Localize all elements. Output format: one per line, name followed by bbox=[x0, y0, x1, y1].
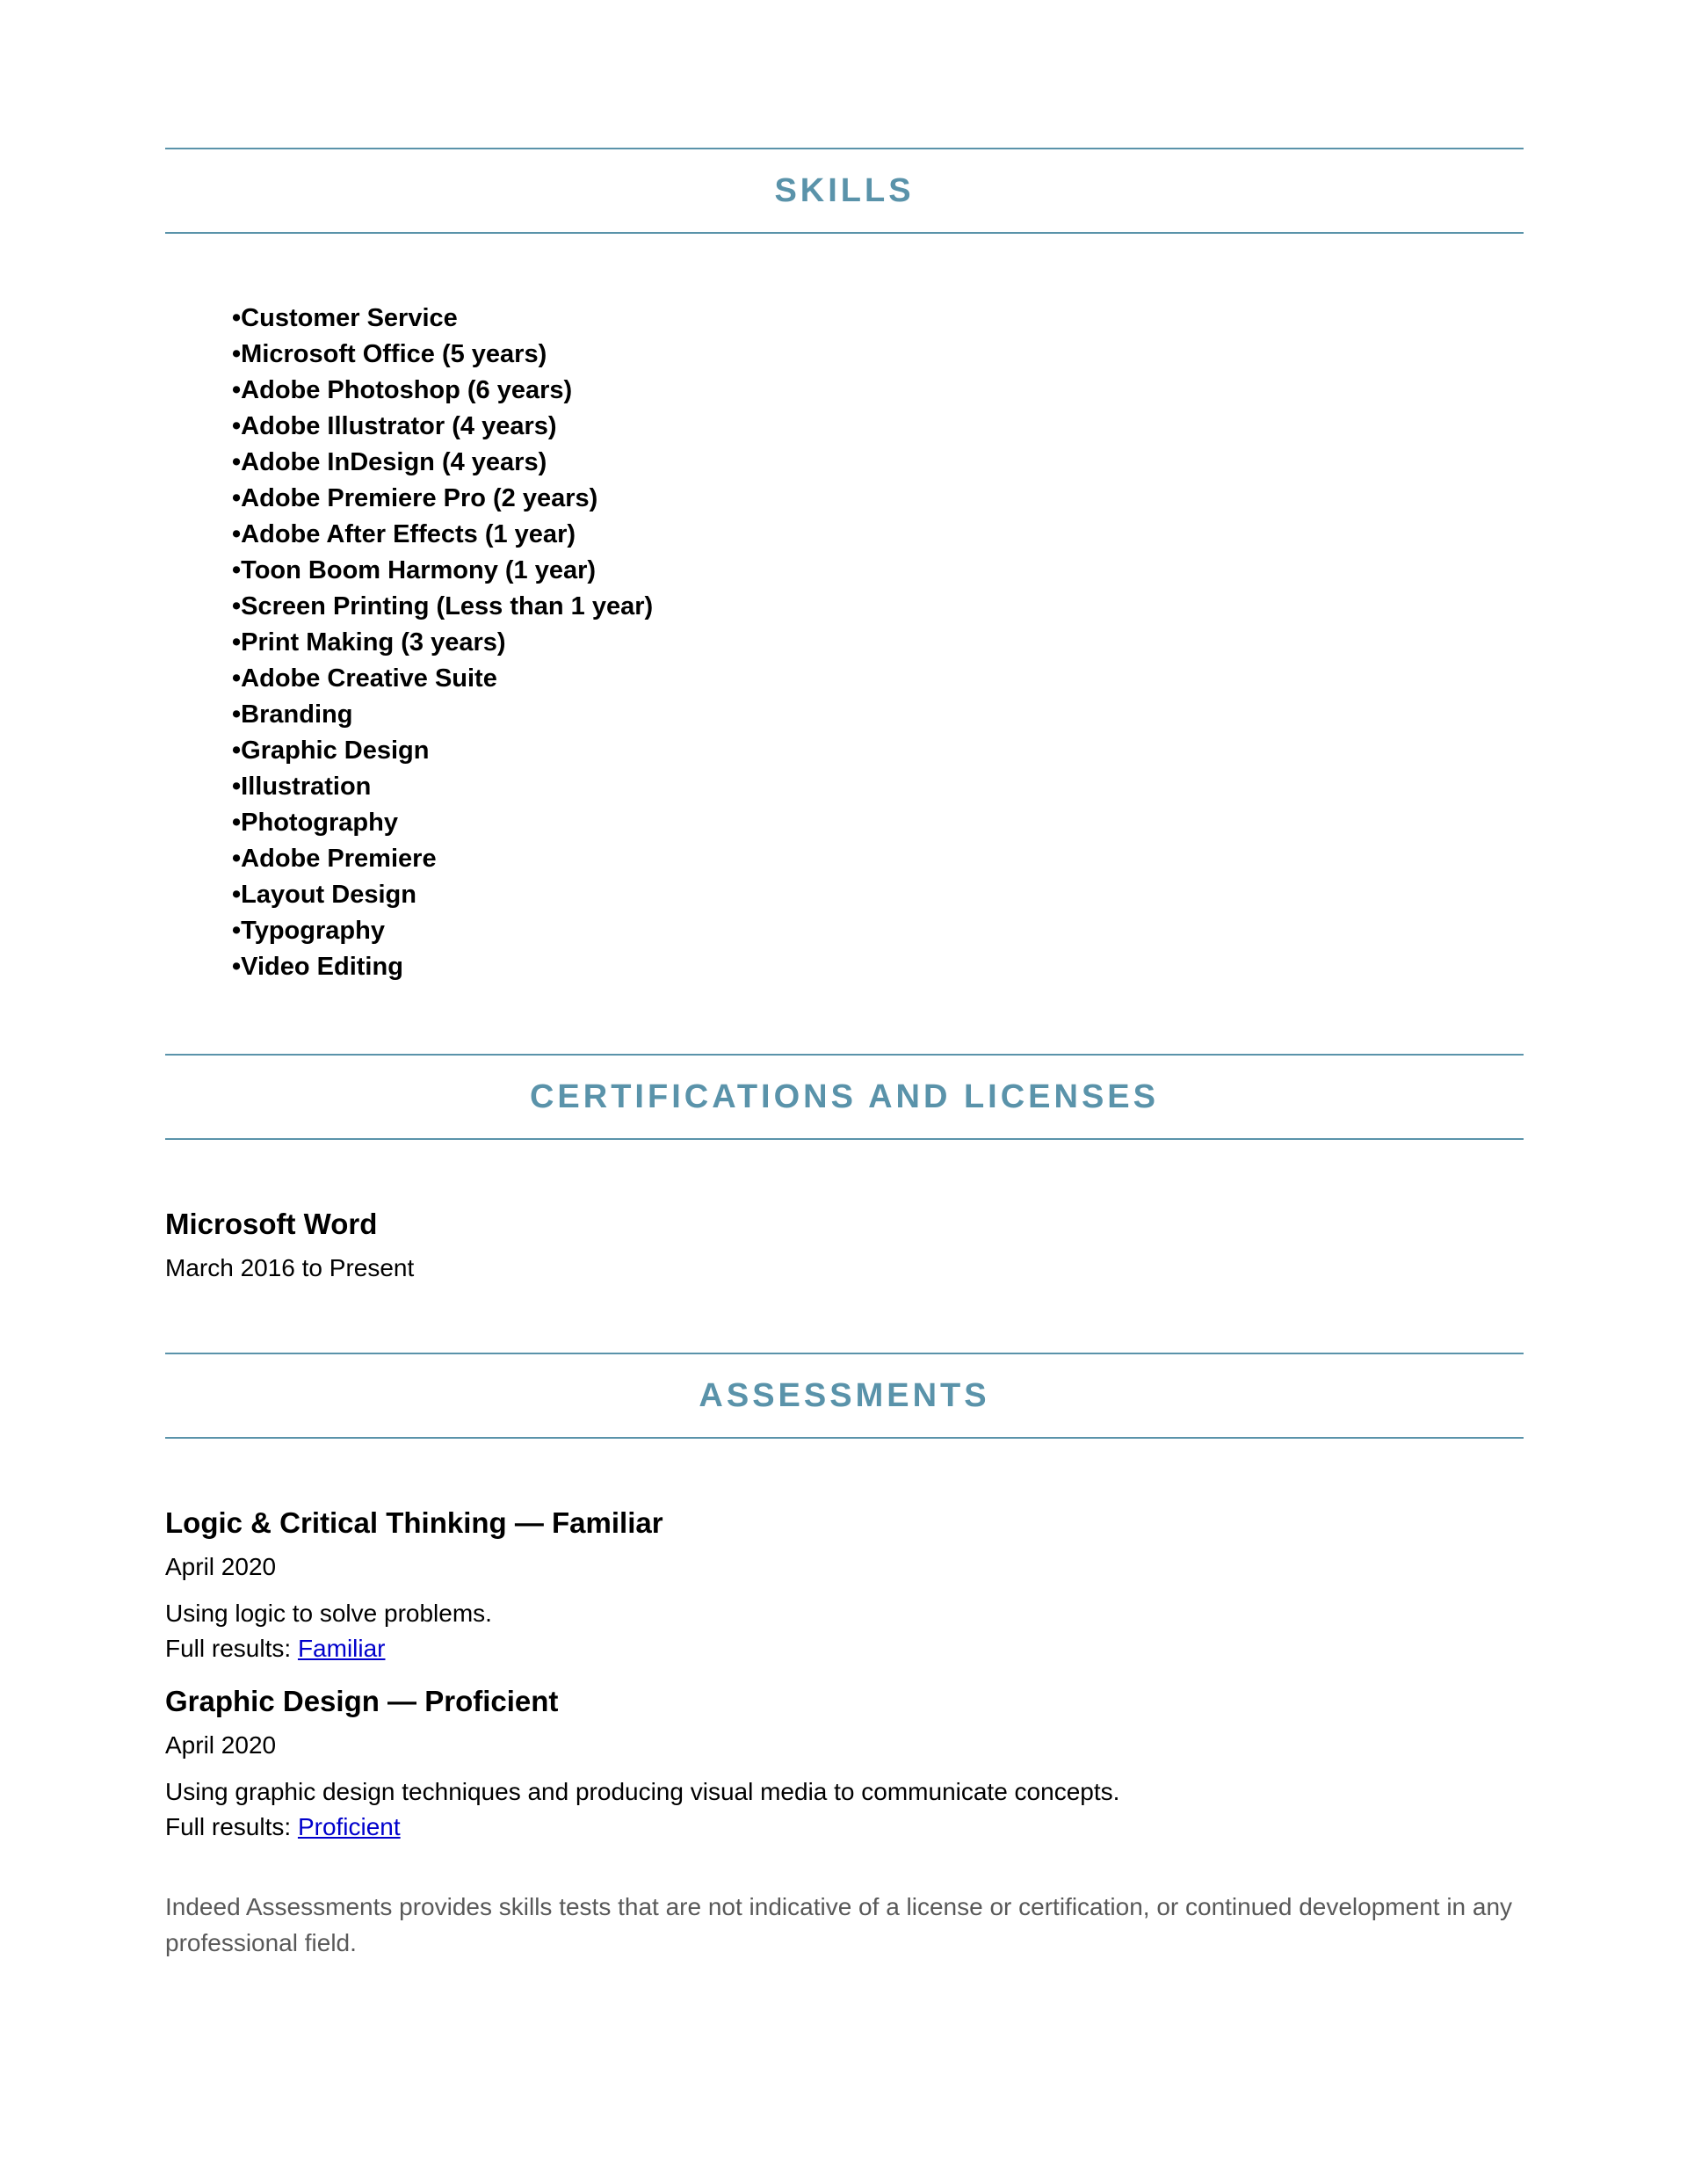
list-item: • Toon Boom Harmony (1 year) bbox=[232, 553, 1524, 589]
certifications-section bbox=[165, 1054, 1524, 1284]
list-item: • Customer Service bbox=[232, 301, 1524, 337]
assessment-results bbox=[165, 1810, 1524, 1845]
certification-date: March 2016 to Present bbox=[165, 1254, 415, 1281]
skills-list bbox=[165, 301, 1524, 985]
skills-header bbox=[165, 148, 1524, 234]
list-item: • Layout Design bbox=[232, 877, 1524, 913]
list-item: • Photography bbox=[232, 805, 1524, 841]
skills-section bbox=[165, 148, 1524, 985]
certification-name: Microsoft Word bbox=[165, 1208, 378, 1240]
list-item: • Typography bbox=[232, 913, 1524, 949]
list-item: • Adobe Premiere Pro (2 years) bbox=[232, 481, 1524, 517]
resume-content bbox=[165, 148, 1524, 1985]
results-prefix: Full results: bbox=[165, 1635, 298, 1662]
list-item: • Adobe InDesign (4 years) bbox=[232, 445, 1524, 481]
familiar-results-link[interactable]: Familiar bbox=[297, 1635, 386, 1662]
list-item: • Adobe Illustrator (4 years) bbox=[232, 409, 1524, 445]
proficient-results-link[interactable]: Proficient bbox=[297, 1813, 401, 1840]
list-item: • Microsoft Office (5 years) bbox=[232, 337, 1524, 373]
assessment-title: Logic & Critical Thinking — Familiar bbox=[165, 1506, 663, 1539]
assessments-section bbox=[165, 1353, 1524, 1961]
list-item: • Print Making (3 years) bbox=[232, 625, 1524, 661]
assessment-entry-graphic-design bbox=[165, 1684, 1524, 1845]
list-item: • Graphic Design bbox=[232, 733, 1524, 769]
list-item: • Video Editing bbox=[232, 949, 1524, 985]
skills-title: SKILLS bbox=[774, 171, 915, 209]
certifications-header bbox=[165, 1054, 1524, 1140]
assessment-results bbox=[165, 1631, 1524, 1666]
assessment-title: Graphic Design — Proficient bbox=[165, 1685, 559, 1717]
list-item: • Adobe Premiere bbox=[232, 841, 1524, 877]
assessments-title: ASSESSMENTS bbox=[699, 1376, 990, 1414]
list-item: • Adobe Photoshop (6 years) bbox=[232, 373, 1524, 409]
list-item: • Adobe After Effects (1 year) bbox=[232, 517, 1524, 553]
results-prefix: Full results: bbox=[165, 1813, 298, 1840]
assessment-date: April 2020 bbox=[165, 1731, 277, 1759]
certification-entry bbox=[165, 1207, 1524, 1284]
assessment-description: Using graphic design techniques and producing visual media to communicate concepts. bbox=[165, 1778, 1120, 1805]
list-item: • Screen Printing (Less than 1 year) bbox=[232, 589, 1524, 625]
assessments-disclaimer: Indeed Assessments provides skills tests that are not indicative of a license or certification, or continued development in any professional field. bbox=[165, 1893, 1513, 1956]
certifications-title: CERTIFICATIONS AND LICENSES bbox=[529, 1077, 1160, 1115]
assessment-description: Using logic to solve problems. bbox=[165, 1600, 492, 1627]
list-item: • Branding bbox=[232, 697, 1524, 733]
assessments-header bbox=[165, 1353, 1524, 1439]
list-item: • Illustration bbox=[232, 769, 1524, 805]
assessment-date: April 2020 bbox=[165, 1553, 277, 1580]
list-item: • Adobe Creative Suite bbox=[232, 661, 1524, 697]
assessment-entry-logic bbox=[165, 1506, 1524, 1666]
